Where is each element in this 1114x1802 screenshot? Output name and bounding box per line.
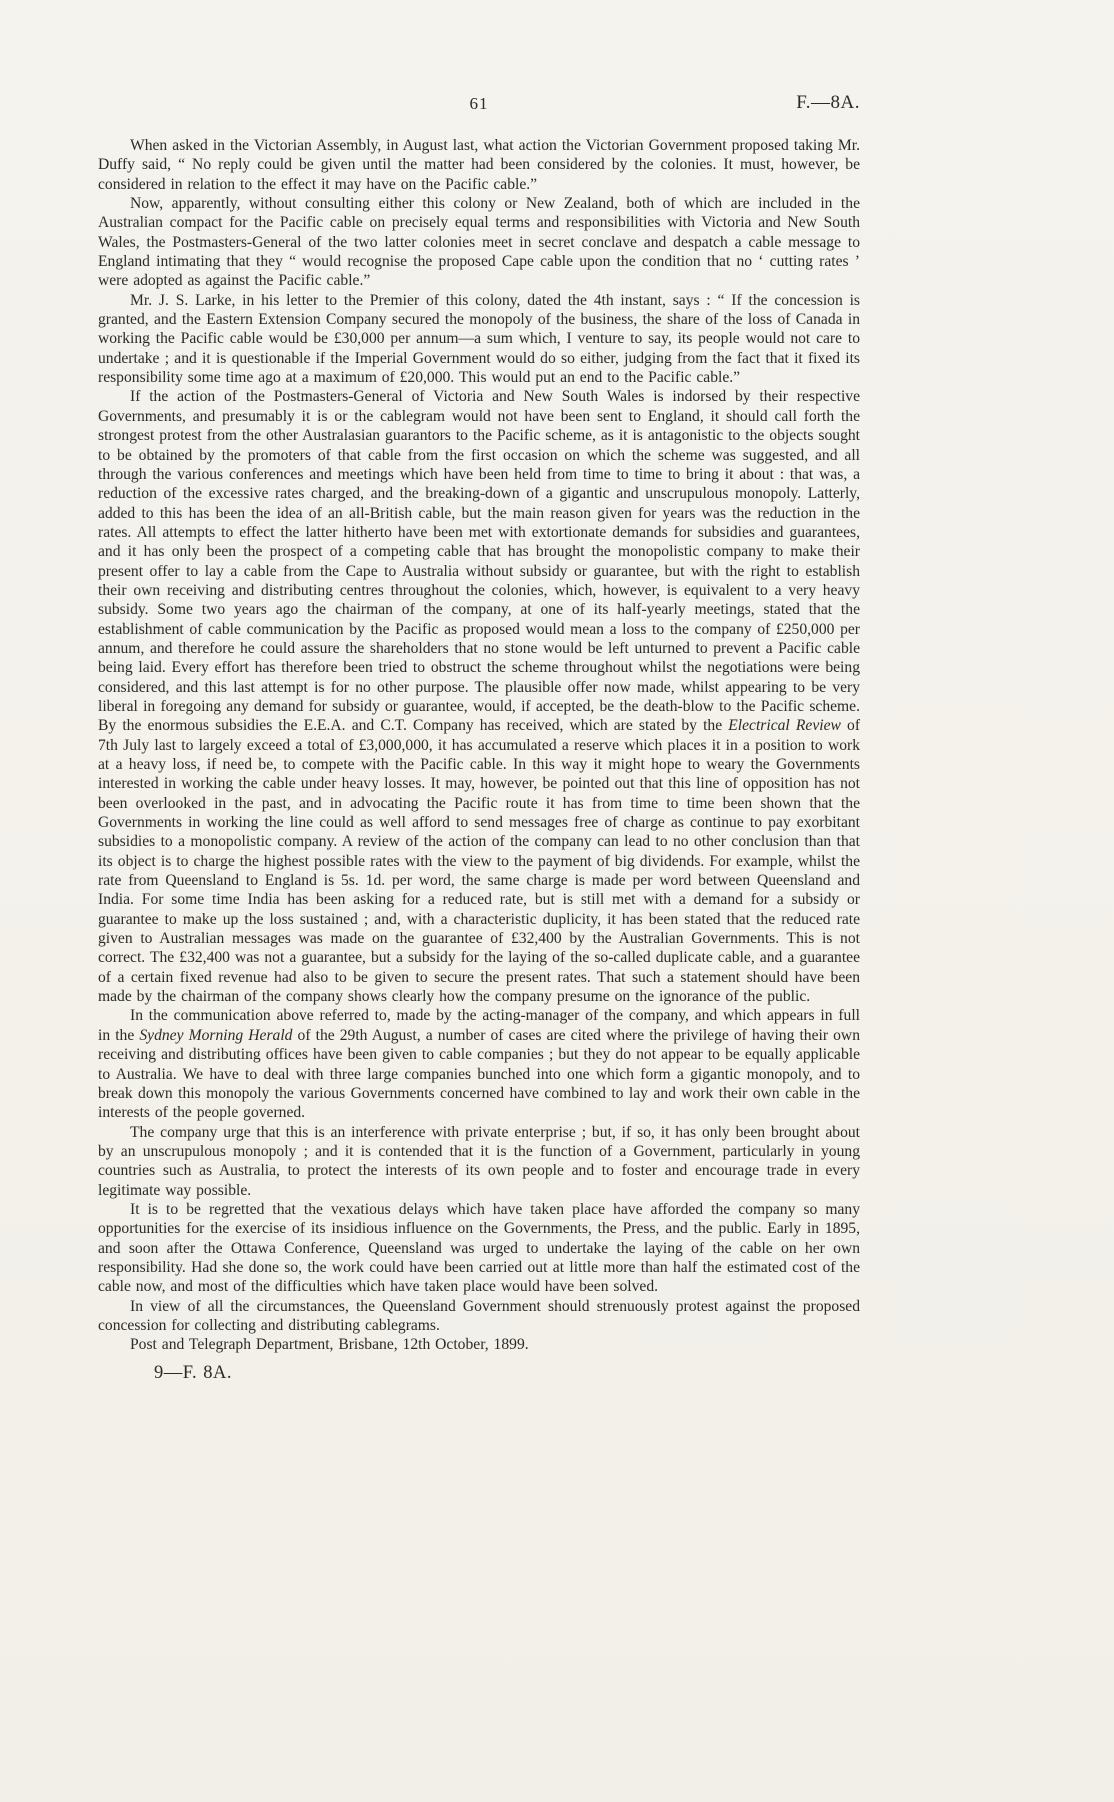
page-header xyxy=(98,94,860,118)
document-reference: F.—8A. xyxy=(796,92,860,113)
paragraph: In view of all the circumstances, the Queensland Government should strenuously protest against the proposed concession for collecting and distributing cablegrams. xyxy=(98,1297,860,1334)
printer-footer-mark: 9—F. 8A. xyxy=(154,1362,233,1383)
paragraph: It is to be regretted that the vexatious delays which have taken place have afforded the company so many opportunities for the exercise of its insidious influence on the Governments, the Press, and the public. Early in 1895, and soon after the Ottawa Conference, Queensland was urged to undertake the laying of the cable on her own responsibility. Had she done so, the work could have been carried out at little more than half the estimated cost of the cable now, and most of the difficulties which have taken place would have been solved. xyxy=(98,1200,860,1296)
paragraph: The company urge that this is an interference with private enterprise ; but, if so, it has only been brought about by an unscrupulous monopoly ; and it is contended that it is the function of a Government, particularly in young countries such as Australia, to protect the interests of its own people and to foster and encourage trade in every legitimate way possible. xyxy=(98,1123,860,1199)
paragraph: If the action of the Postmasters-General of Victoria and New South Wales is indorsed by their respective Governments, and presumably it is or the cablegram would not have been sent to England, it should call forth the strongest protest from the other Australasian guarantors to the Pacific scheme, as it is antagonistic to the objects sought to be obtained by the promoters of that cable from the first occasion on which the scheme was suggested, and all through the various conferences and meetings which have been held from time to time to bring it about : that was, a reduction of the excessive rates charged, and the breaking-down of a gigantic and unscrupulous monopoly. Latterly, added to this has been the idea of an all-British cable, but the main reason given for years was the reduction in the rates. All attempts to effect the latter hitherto have been met with extortionate demands for subsidies and guarantees, and it has only been the prospect of a competing cable that has brought the monopolistic company to make their present offer to lay a cable from the Cape to Australia without subsidy or guarantee, but with the right to establish their own receiving and distributing centres throughout the colonies, which, however, is equivalent to a very heavy subsidy. Some two years ago the chairman of the company, at one of its half-yearly meetings, stated that the establishment of cable communication by the Pacific as proposed would mean a loss to the company of £250,000 per annum, and therefore he could assure the shareholders that no stone would be left unturned to prevent a Pacific cable being laid. Every effort has therefore been tried to obstruct the scheme throughout whilst the negotiations were being considered, and this last attempt is for no other purpose. The plausible offer now made, whilst appearing to be very liberal in foregoing any demand for subsidy or guarantee, would, if accepted, be the death-blow to the Pacific scheme. By the enormous subsidies the E.E.A. and C.T. Company has received, which are stated by the Electrical Review of 7th July last to largely exceed a total of £3,000,000, it has accumulated a reserve which places it in a position to work at a heavy loss, if need be, to compete with the Pacific cable. In this way it might hope to weary the Governments interested in working the cable under heavy losses. It may, however, be pointed out that this line of opposition has not been overlooked in the past, and in advocating the Pacific route it has from time to time been shown that the Governments in working the line could as well afford to send messages free of charge as continue to pay exorbitant subsidies to a monopolistic company. A review of the action of the company can lead to no other conclusion than that its object is to charge the highest possible rates with the view to the payment of big dividends. For example, whilst the rate from Queensland to England is 5s. 1d. per word, the same charge is made per word between Queensland and India. For some time India has been asking for a reduced rate, but is still met with a demand for a subsidy or guarantee to make up the loss sustained ; and, with a characteristic duplicity, it has been stated that the reduced rate given to Australian messages was made on the guarantee of £32,400 by the Australian Governments. This is not correct. The £32,400 was not a guarantee, but a subsidy for the laying of the so-called duplicate cable, and a guarantee of a certain fixed revenue had also to be given to secure the present rates. That such a statement should have been made by the chairman of the company shows clearly how the company presume on the ignorance of the public. xyxy=(98,388,861,1006)
document-body xyxy=(98,136,860,1383)
paragraph: In the communication above referred to, made by the acting-manager of the company, and which appears in full in the Sydney Morning Herald of the 29th August, a number of cases are cited where the privilege of having their own receiving and distributing offices have been given to cable companies ; but they do not appear to be equally applicable to Australia. We have to deal with three large companies bunched into one which form a gigantic monopoly, and to break down this monopoly the various Governments concerned have combined to lay and work their own cable in the interests of the people governed. xyxy=(98,1007,860,1122)
signature-line: Post and Telegraph Department, Brisbane, 12th October, 1899. xyxy=(130,1336,529,1354)
paragraph: Now, apparently, without consulting either this colony or New Zealand, both of which are included in the Australian compact for the Pacific cable on precisely equal terms and responsibilities with Victoria and New South Wales, the Postmasters-General of the two latter colonies meet in secret conclave and despatch a cable message to England intimating that they “ would recognise the proposed Cape cable upon the condition that no ‘ cutting rates ’ were adopted as against the Pacific cable.” xyxy=(98,195,860,290)
paragraph: Mr. J. S. Larke, in his letter to the Premier of this colony, dated the 4th instant, says : “ If the concession is granted, and the Eastern Extension Company secured the monopoly of the business, the share of the loss of Canada in working the Pacific cable would be £30,000 per annum—a sum which, I venture to say, its people would not care to undertake ; and it is questionable if the Imperial Government would do so either, judging from the fact that it fixed its responsibility some time ago at a maximum of £20,000. This would put an end to the Pacific cable.” xyxy=(98,291,860,387)
paragraph: When asked in the Victorian Assembly, in August last, what action the Victorian Government proposed taking Mr. Duffy said, “ No reply could be given until the matter had been considered by the colonies. It must, however, be considered in relation to the effect it may have on the Pacific cable.” xyxy=(98,137,860,193)
page-number: 61 xyxy=(469,94,489,113)
